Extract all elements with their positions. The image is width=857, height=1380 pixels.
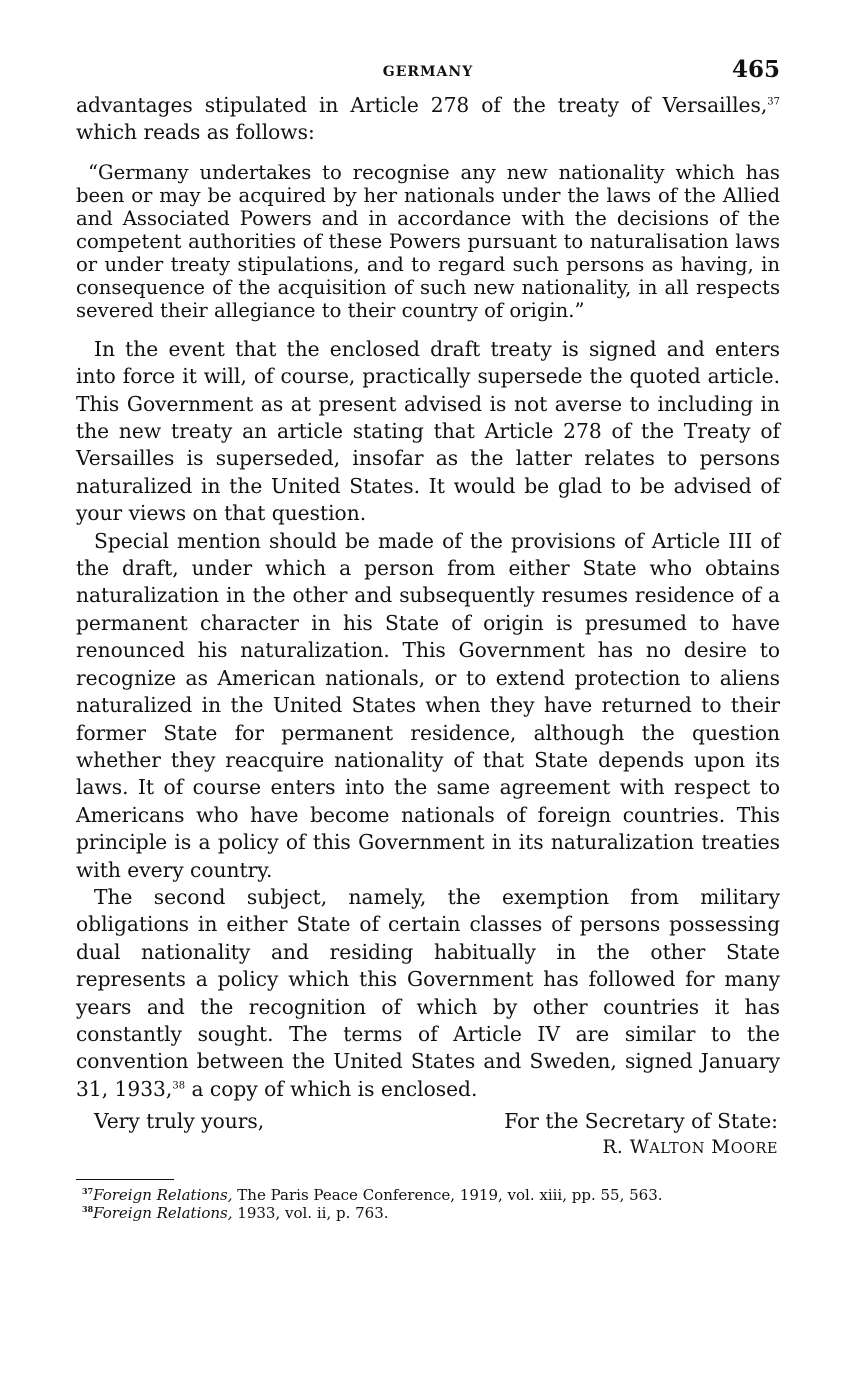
paragraph-military-obligations [76,884,780,1103]
footnote-text: The Paris Peace Conference, 1919, vol. xiii, pp. 55, 563. [232,1186,663,1205]
document-page [76,56,780,1222]
footnote-divider [76,1179,174,1180]
signature-surname-initial: M [704,1137,731,1159]
signature-small-caps: ALTON [649,1141,705,1158]
footnote-37 [82,1186,780,1204]
running-head: GERMANY [382,64,474,80]
opening-paragraph [76,92,780,147]
footnotes [76,1186,780,1222]
paragraph-text: The second subject, namely, the exemption from military obligations in either State of certain classes of persons possessing dual nationality and residing habitually in the other State represents a policy which this Government has followed for many years and the recognition of which by other countries it has constantly sought. The terms of Article IV are similar to the convention between the United States and Sweden, signed January 31, 1933, [76,884,780,1101]
signatory-label: For the Secretary of State: [504,1109,778,1134]
page-number: 465 [731,56,780,83]
footnote-mark: 38 [82,1204,94,1215]
paragraph-text-after: a copy of which is enclosed. [185,1076,478,1101]
letter-body [76,92,780,1103]
signature-initial: R. W [602,1137,650,1159]
footnote-38 [82,1204,780,1222]
valediction: Very truly yours, [94,1109,265,1134]
footnote-source: Foreign Relations, [93,1204,233,1223]
opening-text: advantages stipulated in Article 278 of the treaty of Versailles, [76,93,768,117]
footnote-ref-37: 37 [767,96,780,108]
opening-text-after: which reads as follows: [76,120,315,145]
paragraph-draft-treaty: In the event that the enclosed draft treaty is signed and enters into force it will, of course, practically supersede the quoted article. This Government as at present advised is not averse to including in the new treaty an article stating that Article 278 of the Treaty of Versailles is superseded, insofar as the latter relates to persons naturalized in the United States. It would be glad to be advised of your views on that question. [76,336,780,526]
footnote-mark: 37 [82,1186,94,1197]
footnote-source: Foreign Relations, [93,1186,233,1205]
footnote-ref-38: 38 [172,1080,186,1092]
letter-closing [76,1109,780,1167]
block-quote: “Germany undertakes to recognise any new nationality which has been or may be acquired by her nationals under the laws of the Allied and Associated Powers and in accordance with the decisions of the competent authorities of these Powers pursuant to naturalisation laws or under treaty stipulations, and to regard such persons as having, in consequence of the acquisition of such new nationality, in all respects severed their allegiance to their country of origin.” [76,160,780,322]
signature [603,1137,779,1158]
signature-small-caps: OORE [730,1141,778,1158]
page-header [76,56,780,92]
footnote-text: 1933, vol. ii, p. 763. [232,1204,389,1223]
paragraph-article-three: Special mention should be made of the provisions of Article III of the draft, under which a person from either State who obtains naturalization in the other and subsequently resumes residence of a permanent character in his State of origin is presumed to have renounced his naturalization. This Government has no desire to recognize as American nationals, or to extend protection to aliens naturalized in the United States when they have returned to their former State for permanent residence, although the question whether they reacquire nationality of that State depends upon its laws. It of course enters into the same agreement with respect to Americans who have become nationals of foreign countries. This principle is a policy of this Government in its naturalization treaties with every country. [76,528,780,882]
